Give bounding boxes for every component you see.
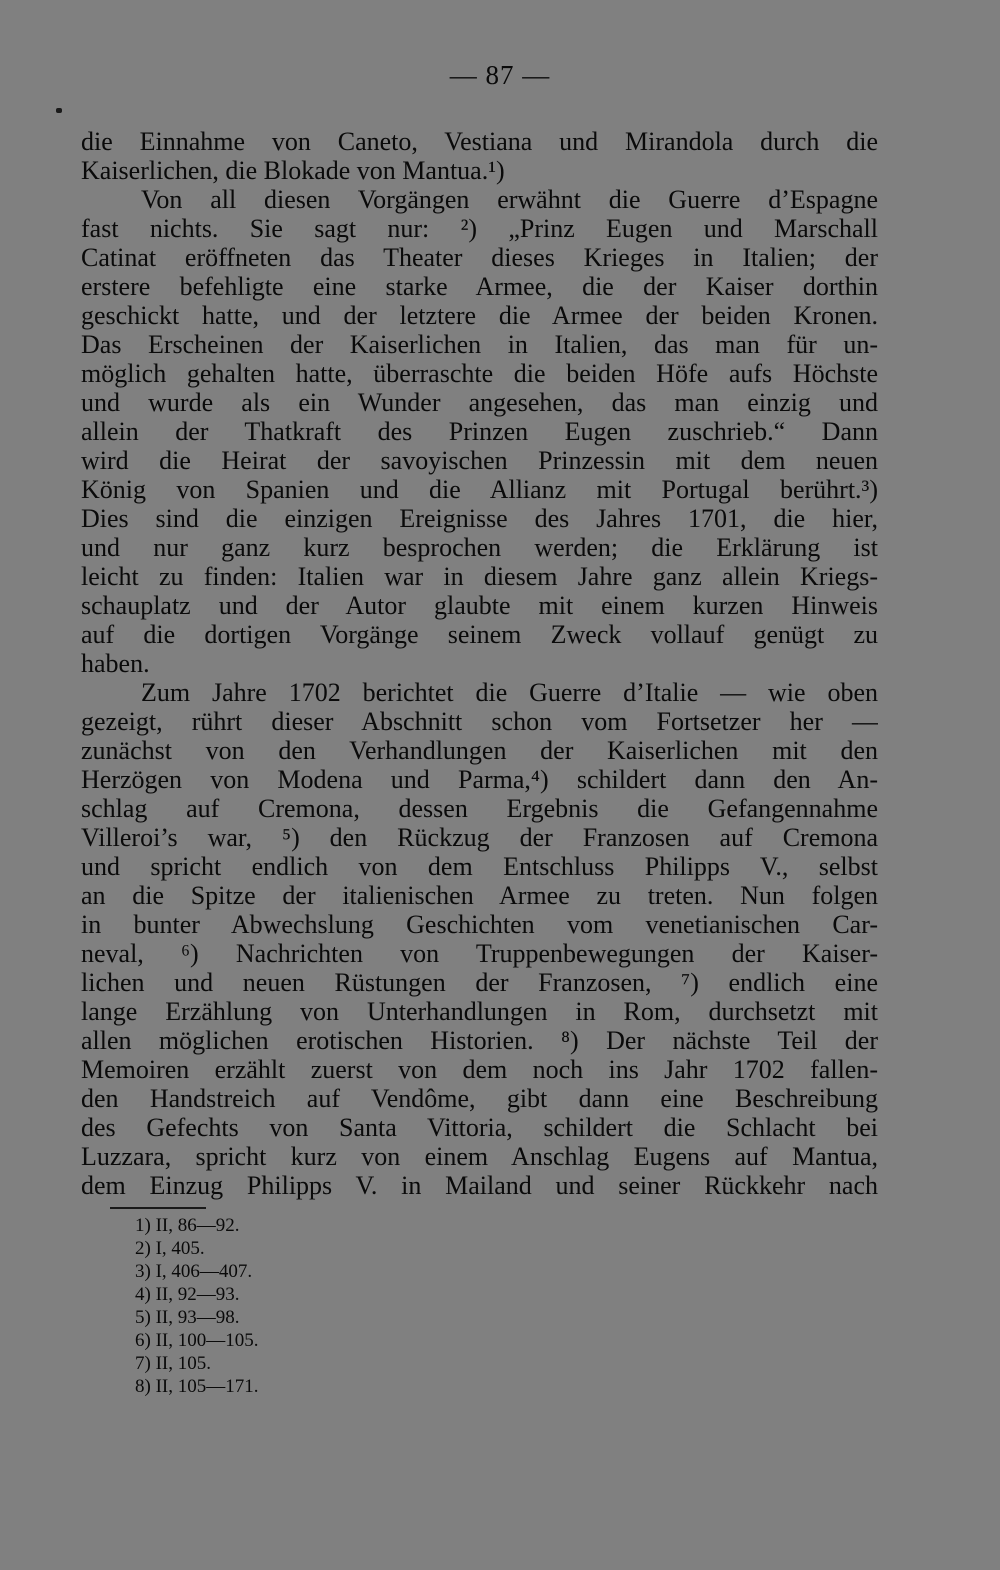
text-line: und wurde als ein Wunder angesehen, das man einzig und	[81, 388, 878, 417]
text-line: an die Spitze der italienischen Armee zu treten. Nun folgen	[81, 881, 878, 910]
footnote: 8) II, 105—171.	[135, 1376, 259, 1397]
text-line: Luzzara, spricht kurz von einem Anschlag Eugens auf Mantua,	[81, 1142, 878, 1171]
text-line: Herzögen von Modena und Parma,⁴) schildert dann den An-	[81, 765, 878, 794]
margin-mark	[56, 108, 62, 113]
footnote: 4) II, 92—93.	[135, 1284, 240, 1305]
text-line: neval, ⁶) Nachrichten von Truppenbewegungen der Kaiser-	[81, 939, 878, 968]
text-line: des Gefechts von Santa Vittoria, schildert die Schlacht bei	[81, 1113, 878, 1142]
text-line: schlag auf Cremona, dessen Ergebnis die Gefangennahme	[81, 794, 878, 823]
text-line: erstere befehligte eine starke Armee, die der Kaiser dorthin	[81, 272, 878, 301]
text-line: möglich gehalten hatte, überraschte die beiden Höfe aufs Höchste	[81, 359, 878, 388]
footnote: 1) II, 86—92.	[135, 1215, 240, 1236]
footnotes	[135, 1214, 258, 1398]
text-line: Memoiren erzählt zuerst von dem noch ins Jahr 1702 fallen-	[81, 1055, 878, 1084]
page-number: — 87 —	[449, 60, 551, 90]
text-line: lange Erzählung von Unterhandlungen in Rom, durchsetzt mit	[81, 997, 878, 1026]
text-line: wird die Heirat der savoyischen Prinzessin mit dem neuen	[81, 446, 878, 475]
text-line: fast nichts. Sie sagt nur: ²) „Prinz Eugen und Marschall	[81, 214, 878, 243]
footnote: 3) I, 406—407.	[135, 1261, 253, 1282]
text-line: König von Spanien und die Allianz mit Portugal berührt.³)	[81, 475, 878, 504]
text-line: allein der Thatkraft des Prinzen Eugen zuschrieb.“ Dann	[81, 417, 878, 446]
text-line: Kaiserlichen, die Blokade von Mantua.¹)	[81, 156, 505, 185]
footnote: 6) II, 100—105.	[135, 1330, 259, 1351]
text-line: den Handstreich auf Vendôme, gibt dann eine Beschreibung	[81, 1084, 878, 1113]
text-line: Das Erscheinen der Kaiserlichen in Italien, das man für un-	[81, 330, 878, 359]
text-line: lichen und neuen Rüstungen der Franzosen, ⁷) endlich eine	[81, 968, 878, 997]
text-line: auf die dortigen Vorgänge seinem Zweck vollauf genügt zu	[81, 620, 878, 649]
text-line: schauplatz und der Autor glaubte mit einem kurzen Hinweis	[81, 591, 878, 620]
footnote-rule	[110, 1207, 206, 1209]
text-line: leicht zu finden: Italien war in diesem Jahre ganz allein Kriegs-	[81, 562, 878, 591]
text-line: dem Einzug Philipps V. in Mailand und seiner Rückkehr nach	[81, 1171, 878, 1200]
text-line: und spricht endlich von dem Entschluss Philipps V., selbst	[81, 852, 878, 881]
footnote: 7) II, 105.	[135, 1353, 211, 1374]
text-line: und nur ganz kurz besprochen werden; die Erklärung ist	[81, 533, 878, 562]
footnote: 5) II, 93—98.	[135, 1307, 240, 1328]
text-line: allen möglichen erotischen Historien. ⁸) Der nächste Teil der	[81, 1026, 878, 1055]
text-line: Zum Jahre 1702 berichtet die Guerre d’Italie — wie oben	[141, 678, 878, 707]
text-line: zunächst von den Verhandlungen der Kaiserlichen mit den	[81, 736, 878, 765]
text-line: Von all diesen Vorgängen erwähnt die Guerre d’Espagne	[141, 185, 878, 214]
text-line: Dies sind die einzigen Ereignisse des Jahres 1701, die hier,	[81, 504, 878, 533]
text-line: haben.	[81, 649, 150, 678]
text-line: die Einnahme von Caneto, Vestiana und Mirandola durch die	[81, 127, 878, 156]
body-text	[81, 127, 878, 1200]
footnote: 2) I, 405.	[135, 1238, 205, 1259]
text-line: geschickt hatte, und der letztere die Armee der beiden Kronen.	[81, 301, 878, 330]
text-line: Catinat eröffneten das Theater dieses Krieges in Italien; der	[81, 243, 878, 272]
text-line: gezeigt, rührt dieser Abschnitt schon vom Fortsetzer her —	[81, 707, 878, 736]
text-line: in bunter Abwechslung Geschichten vom venetianischen Car-	[81, 910, 878, 939]
text-line: Villeroi’s war, ⁵) den Rückzug der Franzosen auf Cremona	[81, 823, 878, 852]
